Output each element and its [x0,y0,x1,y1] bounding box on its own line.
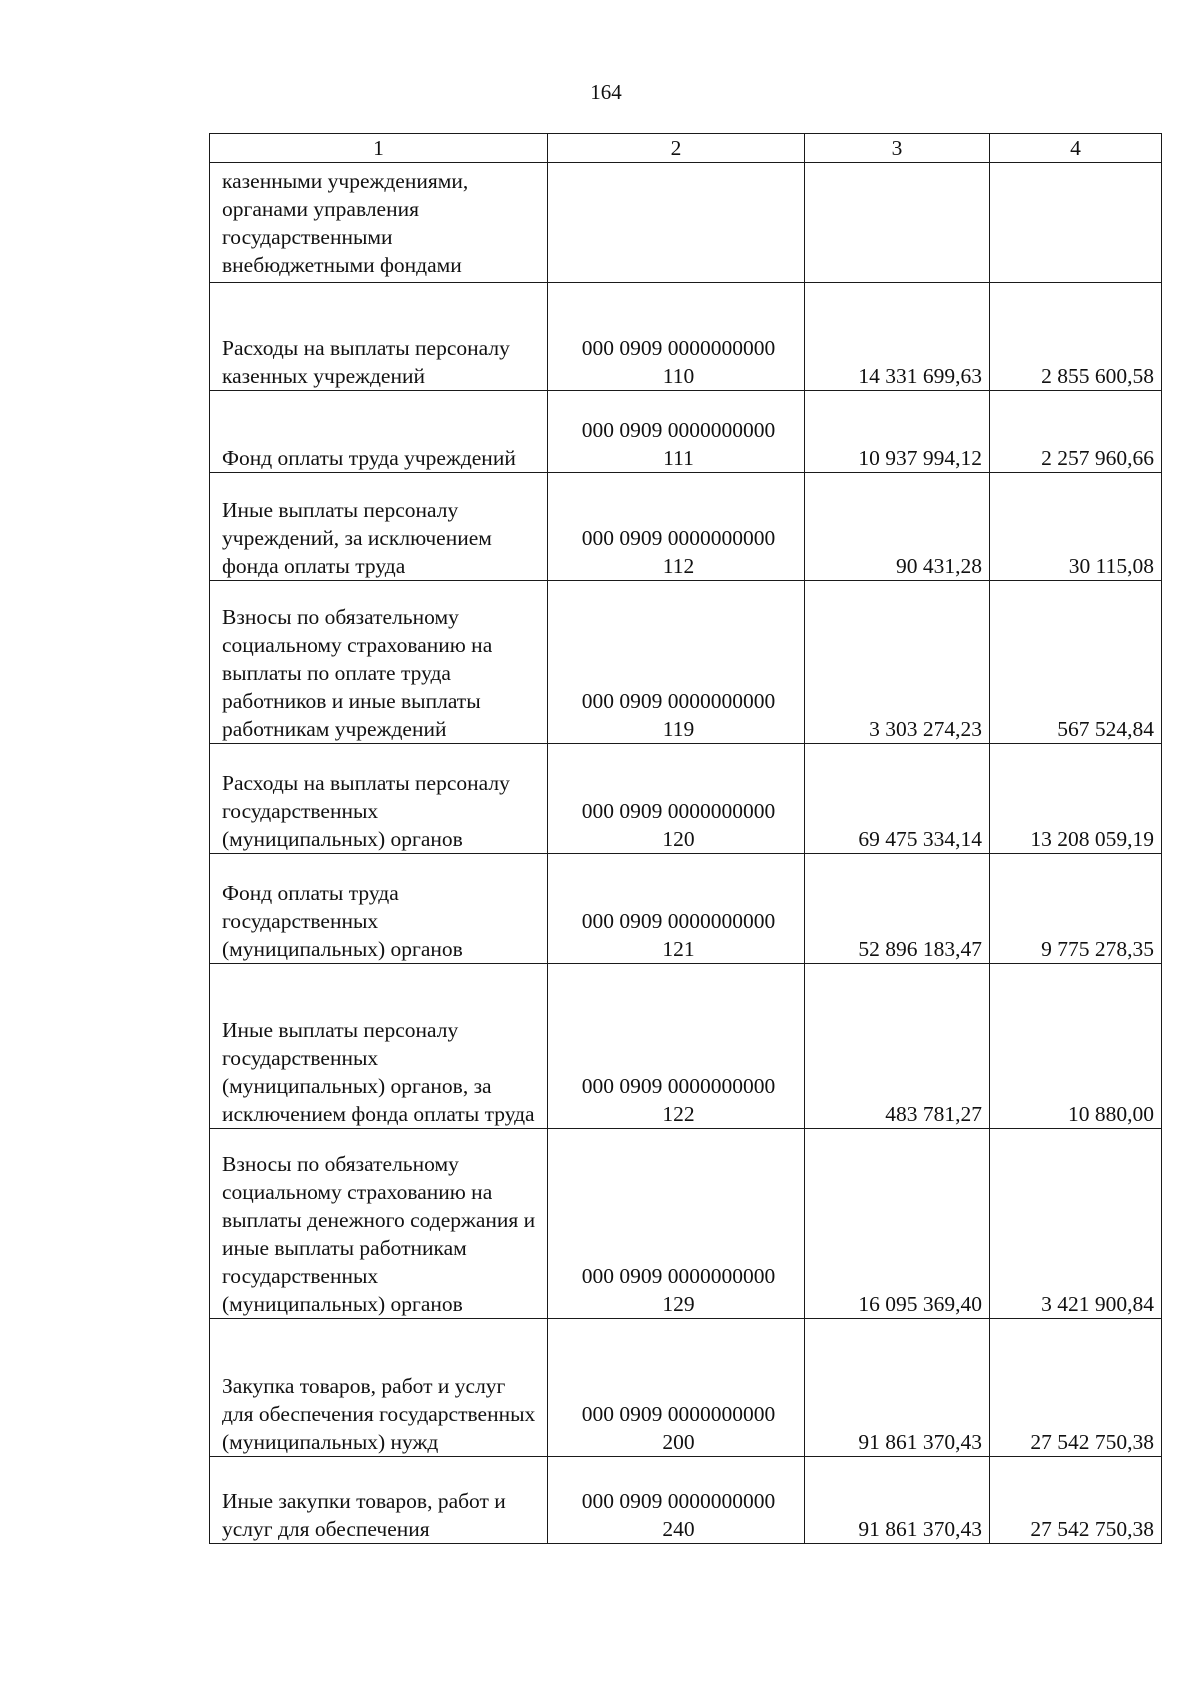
column-header-1: 1 [210,134,548,163]
row-name: Взносы по обязательному социальному страхованию на выплаты по оплате труда работников и иные выплаты работникам учреждений [210,581,548,744]
row-name: Иные выплаты персоналу государственных (муниципальных) органов, за исключением фонда оплаты труда [210,964,548,1129]
row-value-col4: 2 257 960,66 [990,391,1162,473]
table-row-continuation [210,163,1162,283]
row-code-line1: 000 0909 0000000000 [581,418,776,442]
row-value-col4: 2 855 600,58 [990,283,1162,391]
row-name-continuation: казенными учреждениями, органами управления государственными внебюджетными фондами [210,163,548,283]
row-name: Взносы по обязательному социальному страхованию на выплаты денежного содержания и иные выплаты работникам государственных (муниципальных) органов [210,1129,548,1319]
row-name: Расходы на выплаты персоналу казенных учреждений [210,283,548,391]
row-code-line2: 119 [662,717,695,741]
row-code [548,1129,805,1319]
row-code [548,473,805,581]
row-name: Иные закупки товаров, работ и услуг для обеспечения [210,1457,548,1544]
table-row [210,391,1162,473]
row-value-col3: 91 861 370,43 [805,1457,990,1544]
row-value-col3: 91 861 370,43 [805,1319,990,1457]
row-code [548,391,805,473]
row-code-line1: 000 0909 0000000000 [581,1264,776,1288]
row-value-col4: 30 115,08 [990,473,1162,581]
empty-cell [805,163,990,283]
row-code-line2: 129 [662,1292,695,1316]
column-header-4: 4 [990,134,1162,163]
row-value-col3: 52 896 183,47 [805,854,990,964]
row-value-col3: 16 095 369,40 [805,1129,990,1319]
table-row [210,1129,1162,1319]
table-row [210,854,1162,964]
row-value-col4: 3 421 900,84 [990,1129,1162,1319]
row-code-line1: 000 0909 0000000000 [581,1402,776,1426]
row-value-col4: 13 208 059,19 [990,744,1162,854]
row-value-col4: 9 775 278,35 [990,854,1162,964]
row-code-line1: 000 0909 0000000000 [581,1074,776,1098]
row-code-line1: 000 0909 0000000000 [581,909,776,933]
table-row [210,1457,1162,1544]
table-row [210,1319,1162,1457]
row-name: Иные выплаты персоналу учреждений, за исключением фонда оплаты труда [210,473,548,581]
row-code [548,964,805,1129]
row-code [548,854,805,964]
column-number-row [210,134,1162,163]
row-code [548,581,805,744]
empty-cell [548,163,805,283]
row-code-line2: 121 [662,937,695,961]
column-header-2: 2 [548,134,805,163]
row-code [548,283,805,391]
row-value-col3: 3 303 274,23 [805,581,990,744]
row-code-line2: 110 [662,364,695,388]
empty-cell [990,163,1162,283]
row-code-line2: 120 [662,827,695,851]
row-code [548,1457,805,1544]
row-code-line2: 200 [662,1430,695,1454]
row-value-col4: 567 524,84 [990,581,1162,744]
row-value-col4: 27 542 750,38 [990,1319,1162,1457]
row-name: Фонд оплаты труда государственных (муниципальных) органов [210,854,548,964]
row-value-col4: 10 880,00 [990,964,1162,1129]
row-name: Фонд оплаты труда учреждений [210,391,548,473]
table-row [210,964,1162,1129]
row-code-line1: 000 0909 0000000000 [581,689,776,713]
row-value-col3: 483 781,27 [805,964,990,1129]
row-code-line2: 122 [662,1102,695,1126]
table-row [210,473,1162,581]
table-row [210,744,1162,854]
row-value-col3: 90 431,28 [805,473,990,581]
row-code-line2: 112 [662,554,695,578]
budget-table [209,133,1162,1544]
row-code-line2: 240 [662,1517,695,1541]
row-code-line1: 000 0909 0000000000 [581,799,776,823]
row-value-col3: 10 937 994,12 [805,391,990,473]
row-code-line2: 111 [663,446,694,470]
row-code-line1: 000 0909 0000000000 [581,1489,776,1513]
row-name: Расходы на выплаты персоналу государственных (муниципальных) органов [210,744,548,854]
page-number: 164 [590,80,622,104]
row-value-col4: 27 542 750,38 [990,1457,1162,1544]
row-code [548,744,805,854]
row-code [548,1319,805,1457]
row-code-line1: 000 0909 0000000000 [581,336,776,360]
table-row [210,283,1162,391]
row-value-col3: 69 475 334,14 [805,744,990,854]
row-name: Закупка товаров, работ и услуг для обеспечения государственных (муниципальных) нужд [210,1319,548,1457]
column-header-3: 3 [805,134,990,163]
row-code-line1: 000 0909 0000000000 [581,526,776,550]
row-value-col3: 14 331 699,63 [805,283,990,391]
table-row [210,581,1162,744]
